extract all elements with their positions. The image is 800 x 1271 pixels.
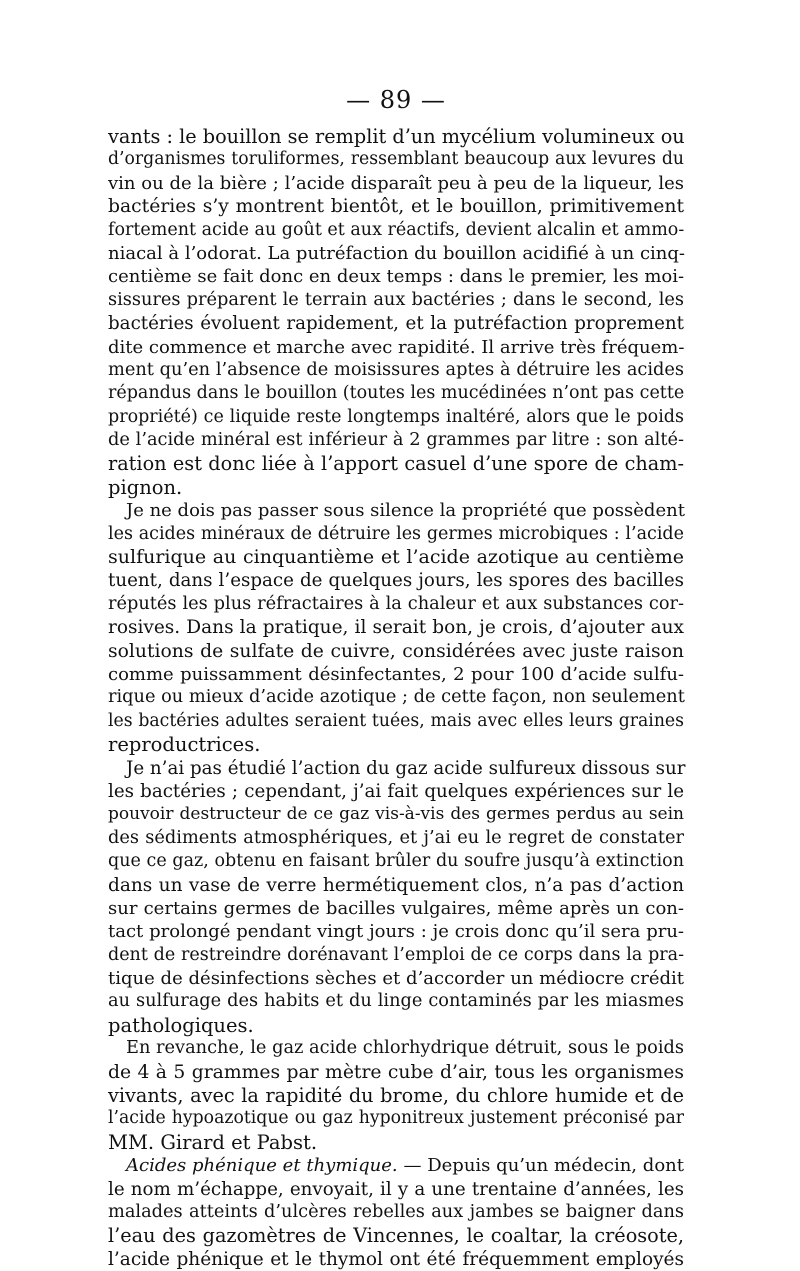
line-text: tact prolongé pendant vingt jours : je crois donc qu’il sera pru- [108, 921, 684, 943]
text-line [108, 265, 684, 288]
line-text: Je ne dois pas passer sous silence la propriété que possèdent [126, 500, 685, 522]
text-line [108, 874, 684, 897]
line-text: pathologiques. [108, 1013, 254, 1037]
text-line [108, 663, 684, 686]
line-text: comme puissamment désinfectantes, 2 pour 100 d’acide sulfu- [108, 663, 684, 685]
text-line [108, 336, 684, 359]
line-text: En revanche, le gaz acide chlorhydrique détruit, sous le poids [126, 1038, 684, 1059]
line-text: vivants, avec la rapidité du brome, du chlore humide et de [108, 1084, 684, 1108]
text-line [108, 125, 684, 148]
text-line [108, 1248, 684, 1271]
line-text: les bactéries ; cependant, j’ai fait quelques expériences sur le [108, 780, 684, 802]
text-line [108, 686, 684, 709]
text-line [108, 1014, 684, 1037]
text-line [108, 1107, 684, 1130]
line-text: le nom m’échappe, envoyait, il y a une trentaine d’années, les [108, 1178, 684, 1200]
line-text: sissures préparent le terrain aux bactéries ; dans le second, les [108, 289, 684, 310]
line-text: ration est donc liée à l’apport casuel d’une spore de cham- [108, 452, 684, 476]
line-text: fortement acide au goût et aux réactifs, devient alcalin et ammo- [108, 219, 685, 240]
line-text: rosives. Dans la pratique, il serait bon, je crois, d’ajouter aux [108, 617, 684, 639]
text-line [108, 780, 684, 803]
text-line [108, 1224, 684, 1247]
text-line [108, 1178, 684, 1201]
text-line [108, 499, 684, 522]
line-text: vin ou de la bière ; l’acide disparaît peu à peu de la liqueur, les [108, 172, 684, 194]
line-text: répandus dans le bouillon (toutes les mucédinées n’ont pas cette [108, 383, 685, 404]
text-line [108, 406, 684, 429]
line-text: l’acide phénique et le thymol ont été fréquemment employés [108, 1248, 684, 1270]
text-line [108, 359, 684, 382]
line-text: dite commence et marche avec rapidité. Il arrive très fréquem- [108, 336, 685, 358]
section-heading: Acides phénique et thymique. [126, 1155, 398, 1177]
text-line [108, 242, 684, 265]
line-text: ment qu’en l’absence de moisissures aptes à détruire les acides [108, 359, 684, 380]
line-text: pignon. [108, 475, 183, 499]
line-text: dans un vase de verre hermétiquement clos, n’a pas d’action [108, 874, 684, 896]
line-text: bactéries évoluent rapidement, et la putréfaction proprement [108, 313, 684, 335]
line-text: propriété) ce liquide reste longtemps inaltéré, alors que le poids [108, 406, 684, 427]
line-text: bactéries s’y montrent bientôt, et le bouillon, primitivement [108, 196, 684, 218]
line-text: les acides minéraux de détruire les germes microbiques : l’acide [108, 523, 684, 544]
line-text: de 4 à 5 grammes par mètre cube d’air, tous les organismes [108, 1061, 684, 1083]
text-line [108, 897, 684, 920]
text-line [108, 1154, 684, 1177]
line-text: solutions de sulfate de cuivre, considérées avec juste raison [108, 640, 684, 662]
line-text: reproductrices. [108, 733, 261, 757]
page-number: — 89 — [346, 86, 446, 114]
text-line [108, 1084, 684, 1107]
line-text: MM. Girard et Pabst. [108, 1130, 318, 1154]
line-text: pouvoir destructeur de ce gaz vis-à-vis des germes perdus au sein [108, 804, 684, 825]
text-line [108, 1037, 684, 1060]
text-line [108, 195, 684, 218]
line-text: au sulfurage des habits et du linge contaminés par les miasmes [108, 991, 684, 1012]
text-line [108, 593, 684, 616]
line-text: tuent, dans l’espace de quelques jours, les spores des bacilles [108, 570, 684, 592]
text-line [108, 476, 684, 499]
text-line [108, 546, 684, 569]
text-line [108, 289, 684, 312]
line-text: l’eau des gazomètres de Vincennes, le coaltar, la créosote, [108, 1224, 684, 1248]
text-line [108, 382, 684, 405]
text-line [108, 733, 684, 756]
text-line [108, 967, 684, 990]
line-text: — Depuis qu’un médecin, dont [403, 1155, 684, 1177]
text-line [108, 312, 684, 335]
text-line [108, 569, 684, 592]
text-line [108, 1201, 684, 1224]
text-line [108, 710, 684, 733]
text-line [108, 920, 684, 943]
text-line [108, 523, 684, 546]
text-line [108, 1131, 684, 1154]
line-text: d’organismes toruliformes, ressemblant beaucoup aux levures du [108, 149, 684, 170]
text-line [108, 148, 684, 171]
body-text [108, 125, 684, 1271]
line-text: l’acide hypoazotique ou gaz hyponitreux justement préconisé par [108, 1108, 684, 1129]
line-text: réputés les plus réfractaires à la chaleur et aux substances cor- [108, 593, 684, 614]
text-line [108, 429, 684, 452]
text-line [108, 452, 684, 475]
line-text: tique de désinfections sèches et d’accorder un médiocre crédit [108, 968, 684, 990]
line-text: malades atteints d’ulcères rebelles aux jambes se baigner dans [108, 1201, 684, 1222]
text-line [108, 944, 684, 967]
text-line [108, 219, 684, 242]
text-line [108, 1061, 684, 1084]
line-text: rique ou mieux d’acide azotique ; de cette façon, non seulement [108, 687, 685, 708]
text-line [108, 990, 684, 1013]
line-text: des sédiments atmosphériques, et j’ai eu le regret de constater [108, 827, 684, 848]
line-text: centième se fait donc en deux temps : dans le premier, les moi- [108, 266, 685, 288]
text-line [108, 757, 684, 780]
text-line [108, 172, 684, 195]
line-text: de l’acide minéral est inférieur à 2 grammes par litre : son alté- [108, 430, 684, 451]
text-line [108, 850, 684, 873]
line-text: niacal à l’odorat. La putréfaction du bouillon acidifié à un cinq- [108, 242, 685, 264]
line-text: que ce gaz, obtenu en faisant brûler du soufre jusqu’à extinction [108, 851, 684, 872]
document-page [108, 86, 684, 1271]
text-line [108, 803, 684, 826]
line-text: les bactéries adultes seraient tuées, mais avec elles leurs graines [108, 710, 684, 731]
line-text: vants : le bouillon se remplit d’un mycélium volumineux ou [108, 125, 685, 148]
line-text: sur certains germes de bacilles vulgaires, même après un con- [108, 897, 684, 919]
line-text: Je n’ai pas étudié l’action du gaz acide sulfureux dissous sur [126, 757, 686, 779]
line-text: dent de restreindre dorénavant l’emploi de ce corps dans la pra- [108, 944, 684, 965]
line-text: sulfurique au cinquantième et l’acide azotique au centième [108, 546, 684, 569]
text-line [108, 616, 684, 639]
text-line [108, 640, 684, 663]
text-line [108, 827, 684, 850]
